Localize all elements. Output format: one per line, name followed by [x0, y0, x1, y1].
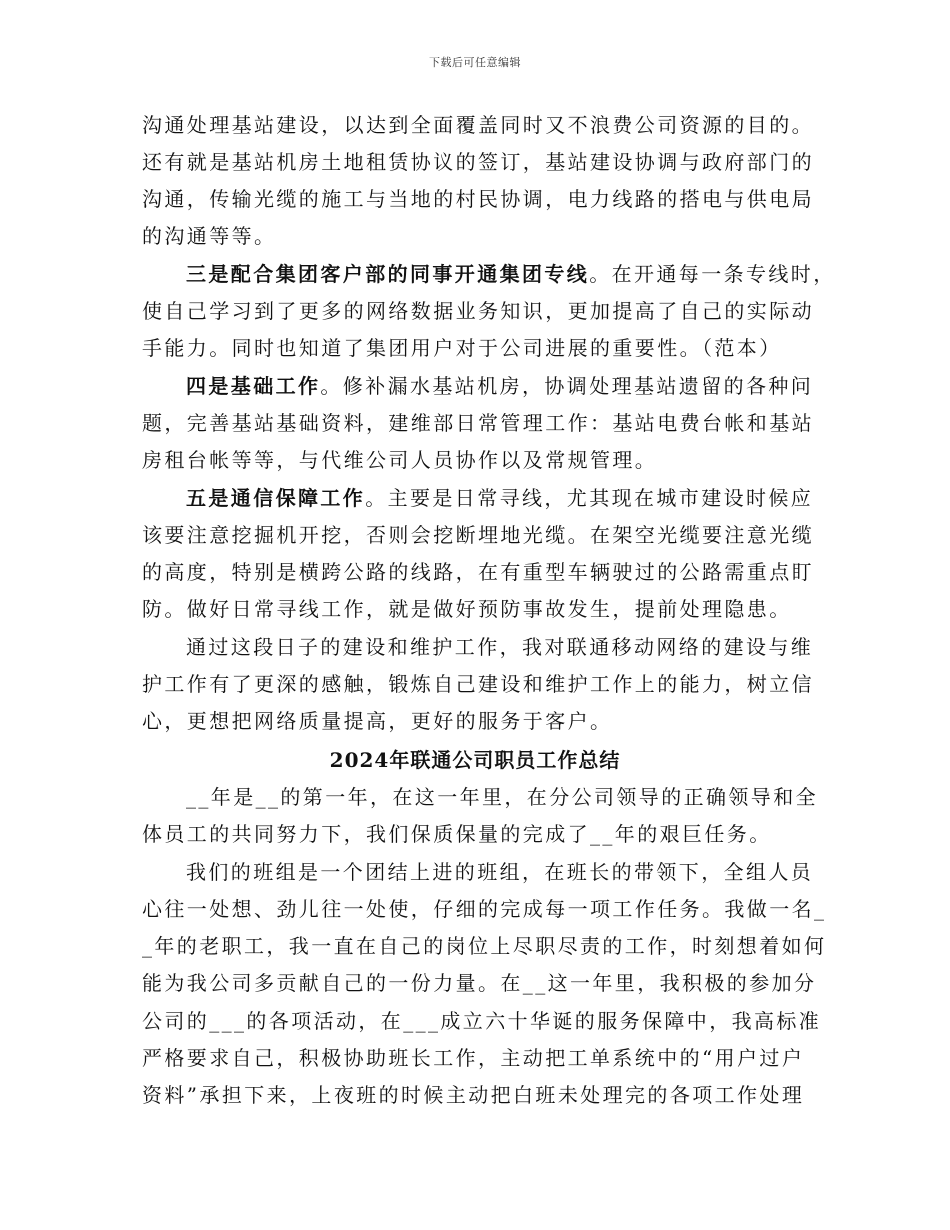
paragraph-line: 护工作有了更深的感触，锻炼自己建设和维护工作上的能力，树立信 — [142, 672, 814, 696]
paragraph-line: 还有就是基站机房土地租赁协议的签订，基站建设协调与政府部门的 — [142, 150, 814, 174]
paragraph-line: 心，更想把网络质量提高，更好的服务于客户。 — [142, 709, 613, 733]
paragraph-line: 使自己学习到了更多的网络数据业务知识，更加提高了自己的实际动 — [142, 299, 814, 323]
paragraph-line-5 — [186, 479, 950, 517]
paragraph-line: _年的老职工，我一直在自己的岗位上尽职尽责的工作，时刻想着如何 — [142, 934, 827, 958]
paragraph-line: 的高度，特别是横跨公路的线路，在有重型车辆驶过的公路需重点盯 — [142, 560, 814, 584]
paragraph-text: 。在开通每一条专线时， — [589, 262, 836, 286]
paragraph-line-3 — [186, 255, 950, 293]
paragraph-heading: 五是通信保障工作 — [186, 486, 366, 510]
paragraph-line-4 — [186, 367, 950, 405]
paragraph-line: 沟通处理基站建设，以达到全面覆盖同时又不浪费公司资源的目的。 — [142, 113, 814, 137]
paragraph-heading: 四是基础工作 — [186, 374, 321, 398]
paragraph-line: 沟通，传输光缆的施工与当地的村民协调，电力线路的搭电与供电局 — [142, 187, 814, 211]
paragraph-line: 房租台帐等等，与代维公司人员协作以及常规管理。 — [142, 448, 658, 472]
paragraph-text: 。主要是日常寻线，尤其现在城市建设时候应 — [365, 486, 814, 510]
paragraph-line: 通过这段日子的建设和维护工作，我对联通移动网络的建设与维 — [186, 635, 814, 659]
paragraph-line: 的沟通等等。 — [142, 224, 277, 248]
paragraph-line: __年是__的第一年，在这一年里，在分公司领导的正确领导和全 — [186, 785, 818, 809]
paragraph-line: 心往一处想、劲儿往一处使，仔细的完成每一项工作任务。我做一名_ — [142, 897, 827, 921]
paragraph-line: 体员工的共同努力下，我们保质保量的完成了__年的艰巨任务。 — [142, 822, 772, 846]
paragraph-line: 公司的___的各项活动，在___成立六十华诞的服务保障中，我高标准 — [142, 1009, 822, 1033]
paragraph-line: 该要注意挖掘机开挖，否则会挖断埋地光缆。在架空光缆要注意光缆 — [142, 523, 814, 547]
paragraph-line: 手能力。同时也知道了集团用户对于公司进展的重要性。（范本） — [142, 336, 782, 360]
paragraph-line: 能为我公司多贡献自己的一份力量。在__这一年里，我积极的参加分 — [142, 971, 817, 995]
paragraph-line: 资料”承担下来，上夜班的时候主动把白班未处理完的各项工作处理 — [142, 1083, 805, 1107]
paragraph-heading: 三是配合集团客户部的同事开通集团专线 — [186, 262, 590, 286]
paragraph-line: 严格要求自己，积极协助班长工作，主动把工单系统中的“用户过户 — [142, 1046, 805, 1070]
paragraph-text: 。修补漏水基站机房，协调处理基站遗留的各种问 — [320, 374, 814, 398]
paragraph-line: 我们的班组是一个团结上进的班组，在班长的带领下，全组人员 — [186, 860, 814, 884]
paragraph-line: 防。做好日常寻线工作，就是做好预防事故发生，提前处理隐患。 — [142, 597, 792, 621]
paragraph-line: 题，完善基站基础资料，建维部日常管理工作：基站电费台帐和基站 — [142, 411, 814, 435]
page-header: 下载后可任意编辑 — [429, 56, 521, 69]
section-title: 2024年联通公司职员工作总结 — [329, 748, 621, 772]
